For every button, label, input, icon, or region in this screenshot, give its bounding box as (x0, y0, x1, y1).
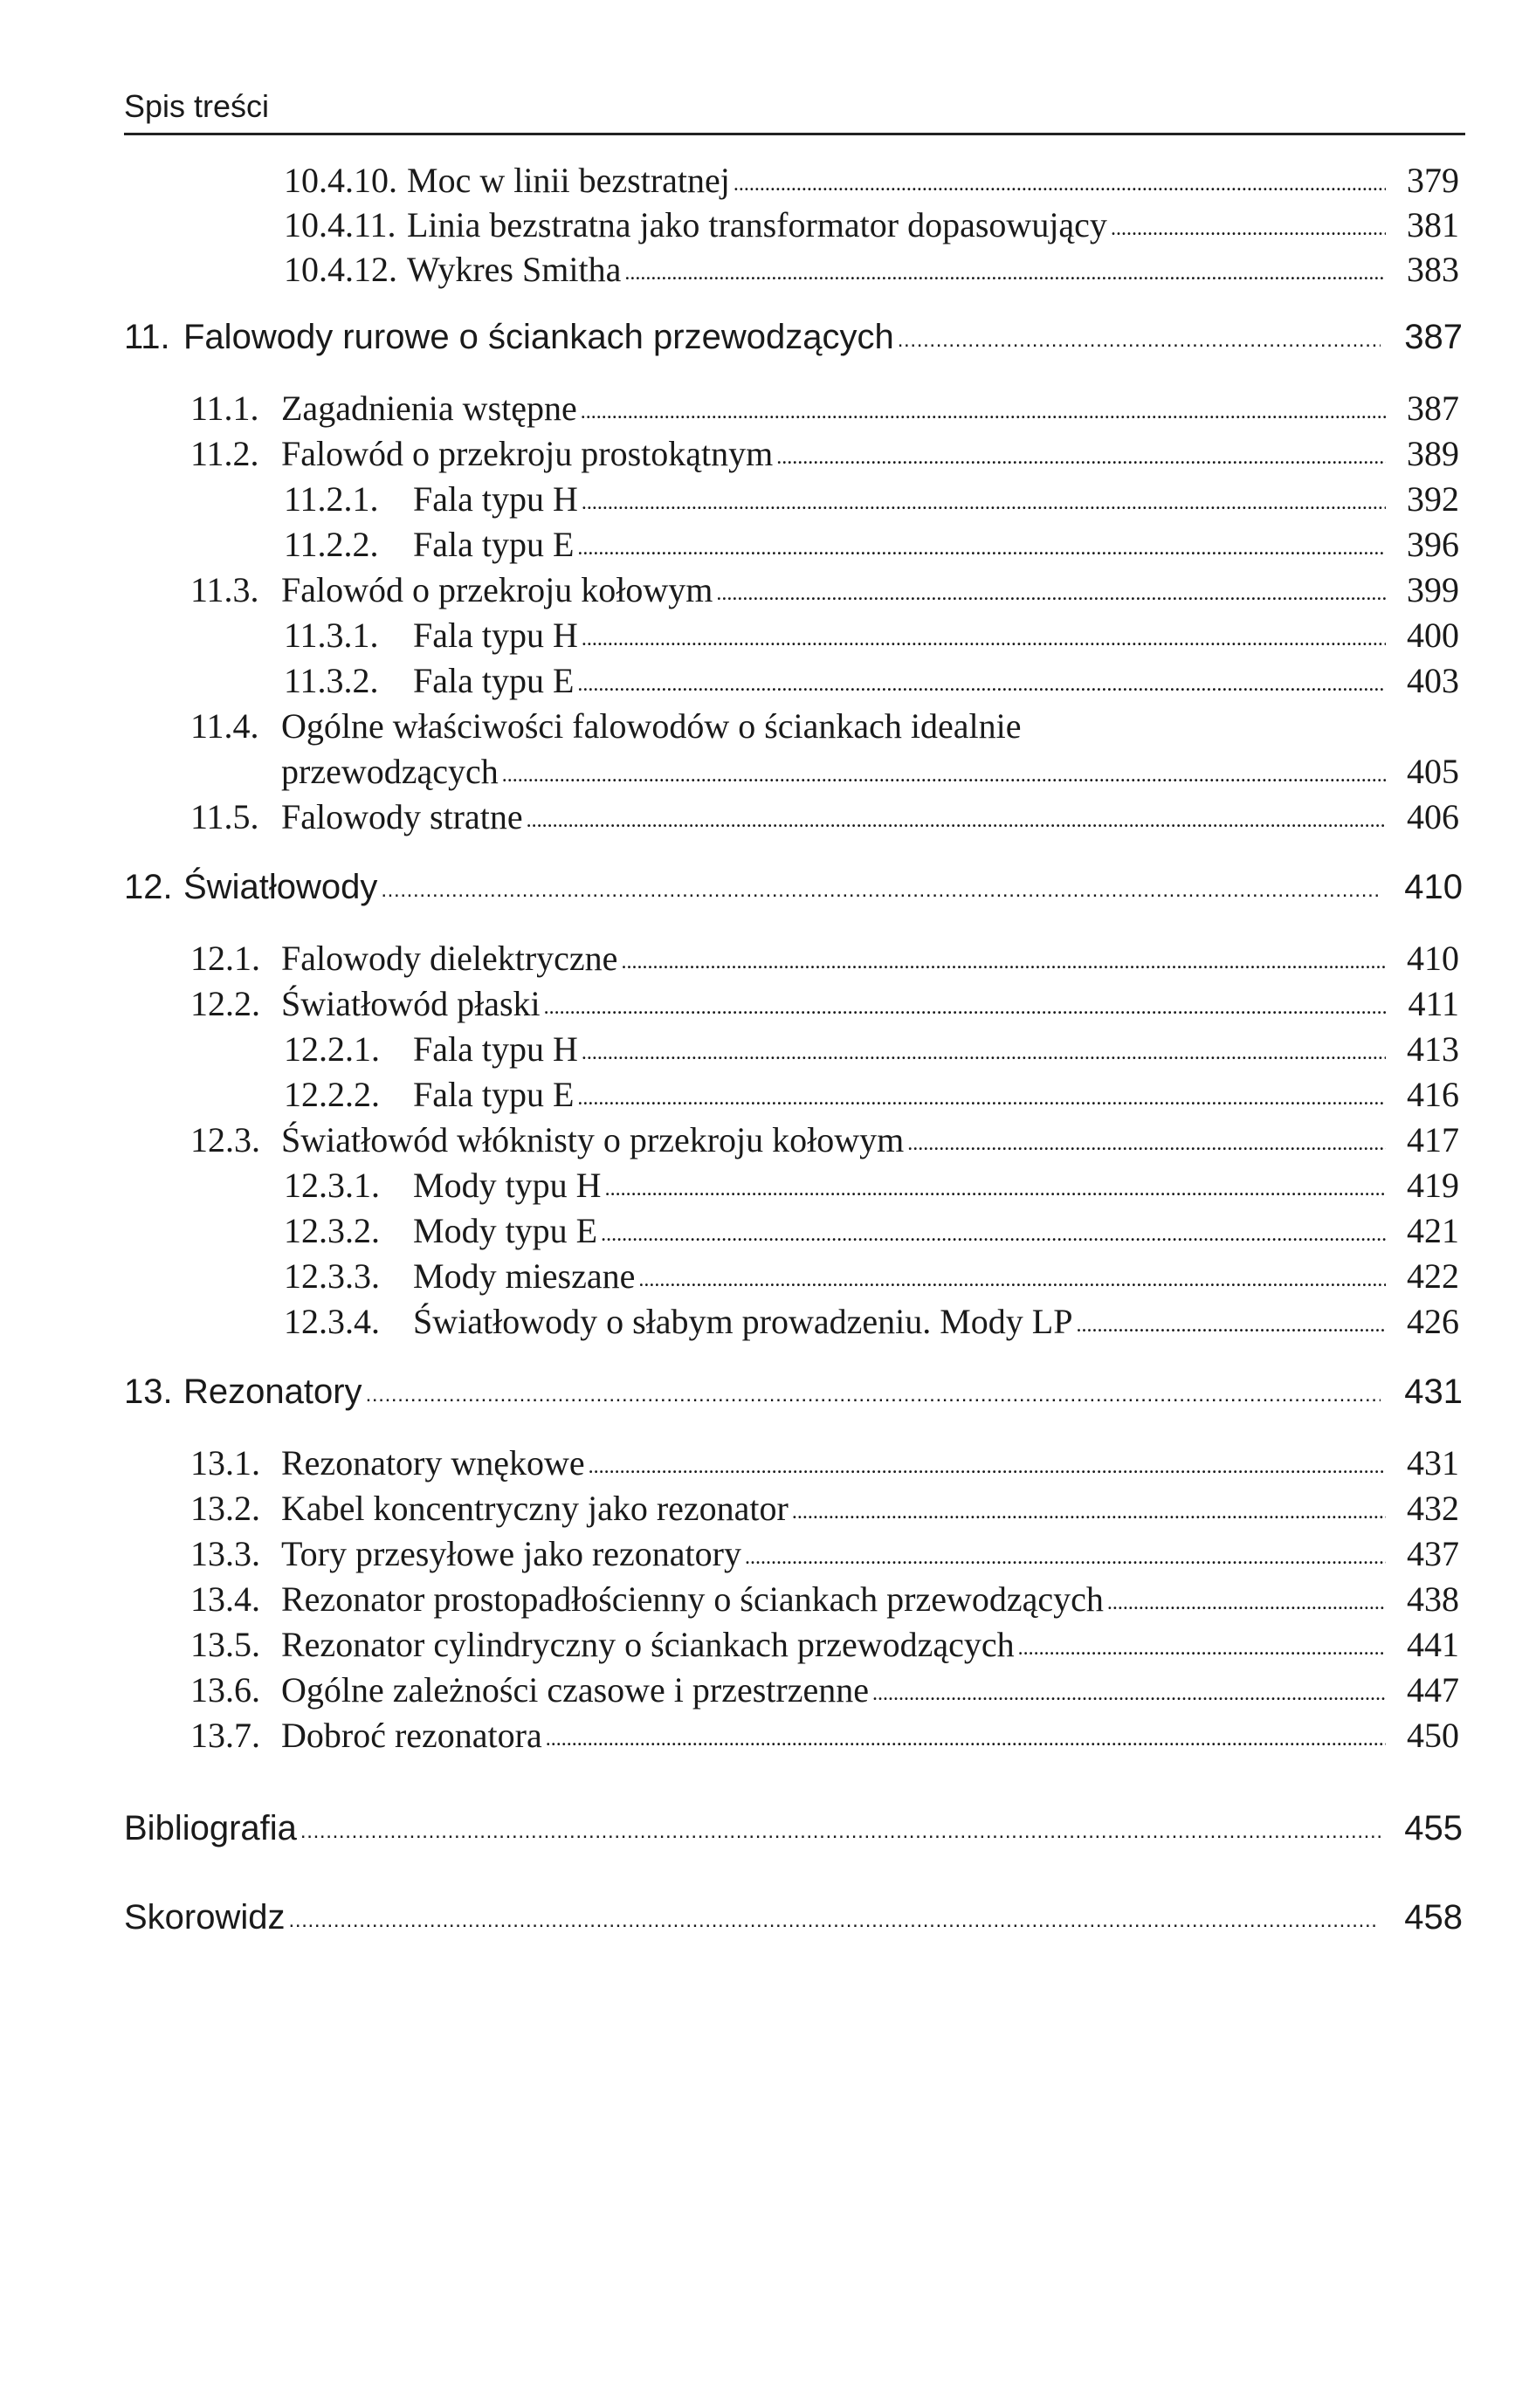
toc-entry-11-2[interactable] (190, 433, 1459, 474)
toc-entry-number: 12.2. (190, 984, 260, 1023)
toc-entry-11-4-line1[interactable] (190, 705, 1459, 746)
toc-entry-title: Kabel koncentryczny jako rezonator (281, 1489, 789, 1528)
toc-entry-page: 400 (1407, 616, 1459, 655)
toc-entry-number: 11.1. (190, 389, 259, 428)
dot-leader (716, 568, 1386, 609)
toc-entry-number: 13.7. (190, 1716, 260, 1755)
toc-entry-number: 13.3. (190, 1534, 260, 1573)
running-header: Spis treści (124, 88, 270, 124)
toc-entry-page: 426 (1407, 1302, 1459, 1341)
toc-entry-13-5[interactable] (190, 1624, 1459, 1665)
toc-entry-title: Mody typu H (413, 1166, 602, 1205)
toc-entry-title: Rezonatory wnękowe (281, 1443, 585, 1483)
toc-entry-number: 11.2.1. (284, 479, 379, 519)
toc-entry-number: 11.3.1. (284, 616, 379, 655)
toc-chapter-12[interactable] (124, 868, 1463, 907)
toc-entry-number: 12.2.2. (284, 1075, 380, 1114)
toc-entry-page: 419 (1407, 1166, 1459, 1205)
toc-entry-10-4-11[interactable] (284, 204, 1459, 245)
toc-entry-12-3-2[interactable] (284, 1210, 1459, 1251)
toc-entry-page: 422 (1407, 1256, 1459, 1296)
toc-entry-page: 410 (1407, 939, 1459, 978)
dot-leader (300, 1807, 1381, 1847)
toc-entry-title: Linia bezstratna jako transformator dopasowujący (407, 205, 1107, 244)
toc-entry-page: 416 (1407, 1075, 1459, 1114)
toc-entry-12-1[interactable] (190, 938, 1459, 979)
toc-entry-12-2-2[interactable] (284, 1074, 1459, 1115)
toc-entry-page: 458 (1404, 1898, 1463, 1937)
dot-leader (527, 795, 1386, 836)
dot-leader (577, 522, 1386, 563)
dot-leader (601, 1208, 1386, 1249)
toc-entry-title: Fala typu E (413, 1075, 575, 1114)
toc-entry-page: 405 (1407, 752, 1459, 791)
toc-entry-title: Zagadnienia wstępne (281, 389, 577, 428)
toc-entry-number: 10.4.10. (284, 161, 397, 200)
toc-entry-title: Rezonator cylindryczny o ściankach przewodzących (281, 1625, 1015, 1664)
toc-entry-title: Fala typu H (413, 616, 578, 655)
toc-entry-number: 13.2. (190, 1489, 260, 1528)
toc-entry-page: 381 (1407, 205, 1459, 244)
toc-entry-number: 13.6. (190, 1670, 260, 1710)
toc-entry-12-3-3[interactable] (284, 1256, 1459, 1297)
toc-entry-number: 13. (124, 1373, 173, 1411)
toc-entry-number: 11. (124, 318, 170, 356)
dot-leader (577, 1072, 1386, 1113)
toc-entry-page: 447 (1407, 1670, 1459, 1710)
toc-entry-page: 387 (1404, 318, 1463, 356)
dot-leader (898, 316, 1381, 355)
toc-entry-title: Fala typu H (413, 1029, 578, 1069)
toc-entry-title: Falowody stratne (281, 797, 523, 836)
toc-entry-title: Rezonator prostopadłościenny o ściankach przewodzących (281, 1579, 1104, 1619)
toc-entry-number: 11.2. (190, 434, 259, 473)
dot-leader (289, 1896, 1381, 1936)
toc-entry-title: Fala typu E (413, 525, 575, 564)
toc-entry-title: Ogólne zależności czasowe i przestrzenne (281, 1670, 869, 1710)
toc-entry-13-1[interactable] (190, 1442, 1459, 1483)
toc-entry-number: 13.4. (190, 1579, 260, 1619)
dot-leader (544, 981, 1386, 1022)
toc-entry-title: Falowody dielektryczne (281, 939, 618, 978)
toc-entry-title-continued: przewodzących (281, 752, 499, 791)
toc-entry-page: 417 (1407, 1120, 1459, 1159)
dot-leader (621, 936, 1386, 977)
dot-leader (577, 658, 1386, 699)
toc-entry-title: Mody typu E (413, 1211, 598, 1250)
toc-entry-title: Falowody rurowe o ściankach przewodzących (183, 318, 894, 356)
toc-entry-13-2[interactable] (190, 1488, 1459, 1529)
dot-leader (792, 1486, 1386, 1527)
toc-entry-title: Ogólne właściwości falowodów o ściankach idealnie (281, 706, 1022, 746)
toc-entry-page: 413 (1407, 1029, 1459, 1069)
toc-entry-page: 410 (1404, 868, 1463, 906)
toc-entry-page: 406 (1407, 797, 1459, 836)
dot-leader (638, 1254, 1386, 1295)
dot-leader (734, 158, 1386, 199)
dot-leader (1077, 1299, 1387, 1340)
toc-entry-title: Światłowód płaski (281, 984, 541, 1023)
dot-leader (745, 1531, 1386, 1572)
dot-leader (907, 1118, 1386, 1159)
toc-entry-number: 12.3. (190, 1120, 260, 1159)
toc-entry-number: 11.5. (190, 797, 259, 836)
toc-entry-page: 437 (1407, 1534, 1459, 1573)
toc-entry-title: Rezonatory (183, 1373, 362, 1411)
toc-entry-number: 13.5. (190, 1625, 260, 1664)
toc-entry-page: 450 (1407, 1716, 1459, 1755)
toc-entry-page: 432 (1407, 1489, 1459, 1528)
toc-entry-10-4-12[interactable] (284, 249, 1459, 290)
toc-entry-13-3[interactable] (190, 1533, 1459, 1574)
toc-entry-title: Światłowód włóknisty o przekroju kołowym (281, 1120, 905, 1159)
dot-leader (502, 749, 1386, 790)
toc-entry-number: 10.4.11. (284, 205, 396, 244)
dot-leader (589, 1441, 1386, 1482)
dot-leader (366, 1371, 1381, 1410)
toc-entry-page: 389 (1407, 434, 1459, 473)
dot-leader (381, 866, 1381, 905)
toc-entry-title: Mody mieszane (413, 1256, 636, 1296)
dot-leader (582, 477, 1386, 518)
toc-entry-12-2[interactable] (190, 983, 1459, 1024)
toc-entry-13-7[interactable] (190, 1715, 1459, 1756)
toc-entry-page: 431 (1407, 1443, 1459, 1483)
toc-entry-number: 11.3. (190, 570, 259, 609)
toc-entry-page: 396 (1407, 525, 1459, 564)
toc-entry-title: Światłowody o słabym prowadzeniu. Mody LP (413, 1302, 1073, 1341)
toc-entry-12-3-1[interactable] (284, 1165, 1459, 1206)
toc-entry-title: Moc w linii bezstratnej (407, 161, 730, 200)
dot-leader (1107, 1577, 1386, 1618)
dot-leader (605, 1163, 1386, 1204)
toc-entry-number: 13.1. (190, 1443, 260, 1483)
toc-entry-page: 455 (1404, 1809, 1463, 1847)
toc-entry-page: 403 (1407, 661, 1459, 700)
toc-entry-number: 10.4.12. (284, 250, 397, 289)
dot-leader (1018, 1622, 1386, 1663)
toc-entry-title: Światłowody (183, 868, 378, 906)
toc-entry-title: Dobroć rezonatora (281, 1716, 542, 1755)
toc-entry-title: Wykres Smitha (407, 250, 622, 289)
dot-leader (546, 1713, 1386, 1754)
dot-leader (776, 431, 1386, 472)
toc-index[interactable] (124, 1898, 1463, 1937)
toc-entry-title: Skorowidz (124, 1898, 286, 1937)
toc-chapter-13[interactable] (124, 1373, 1463, 1412)
toc-entry-10-4-10[interactable] (284, 160, 1459, 201)
toc-bibliography[interactable] (124, 1809, 1463, 1848)
toc-entry-title: Fala typu H (413, 479, 578, 519)
toc-entry-13-4[interactable] (190, 1579, 1459, 1620)
header-rule (124, 133, 1465, 135)
toc-entry-number: 12.2.1. (284, 1029, 380, 1069)
toc-entry-11-3[interactable] (190, 569, 1459, 610)
toc-entry-11-4[interactable] (281, 751, 1459, 792)
toc-entry-11-2-2[interactable] (284, 524, 1459, 565)
dot-leader (1111, 203, 1386, 244)
toc-entry-page: 411 (1408, 984, 1459, 1023)
toc-entry-number: 12.3.1. (284, 1166, 380, 1205)
toc-entry-title: Bibliografia (124, 1809, 297, 1847)
toc-entry-page: 441 (1407, 1625, 1459, 1664)
toc-entry-number: 12.3.4. (284, 1302, 380, 1341)
toc-entry-page: 387 (1407, 389, 1459, 428)
toc-entry-11-1[interactable] (190, 388, 1459, 429)
toc-entry-number: 12.1. (190, 939, 260, 978)
dot-leader (582, 613, 1386, 654)
toc-entry-11-2-1[interactable] (284, 478, 1459, 519)
toc-entry-page: 421 (1407, 1211, 1459, 1250)
toc-entry-number: 12. (124, 868, 173, 906)
dot-leader (872, 1668, 1386, 1709)
toc-entry-number: 11.2.2. (284, 525, 379, 564)
toc-entry-12-3[interactable] (190, 1119, 1459, 1160)
toc-entry-page: 399 (1407, 570, 1459, 609)
toc-entry-title: Fala typu E (413, 661, 575, 700)
toc-entry-12-2-1[interactable] (284, 1029, 1459, 1070)
toc-entry-page: 383 (1407, 250, 1459, 289)
toc-entry-page: 392 (1407, 479, 1459, 519)
toc-entry-11-3-1[interactable] (284, 615, 1459, 656)
toc-entry-number: 12.3.2. (284, 1211, 380, 1250)
toc-entry-13-6[interactable] (190, 1669, 1459, 1710)
dot-leader (582, 1027, 1386, 1068)
toc-entry-title: Falowód o przekroju kołowym (281, 570, 713, 609)
toc-entry-number: 12.3.3. (284, 1256, 380, 1296)
toc-entry-page: 431 (1404, 1373, 1463, 1411)
dot-leader (624, 247, 1386, 288)
toc-entry-page: 438 (1407, 1579, 1459, 1619)
toc-entry-title: Falowód o przekroju prostokątnym (281, 434, 774, 473)
toc-entry-page: 379 (1407, 161, 1459, 200)
toc-entry-11-5[interactable] (190, 796, 1459, 837)
toc-entry-title: Tory przesyłowe jako rezonatory (281, 1534, 741, 1573)
toc-entry-11-3-2[interactable] (284, 660, 1459, 701)
toc-entry-number: 11.3.2. (284, 661, 379, 700)
toc-chapter-11[interactable] (124, 318, 1463, 357)
toc-entry-number: 11.4. (190, 706, 259, 746)
toc-entry-12-3-4[interactable] (284, 1301, 1459, 1342)
dot-leader (581, 386, 1386, 427)
